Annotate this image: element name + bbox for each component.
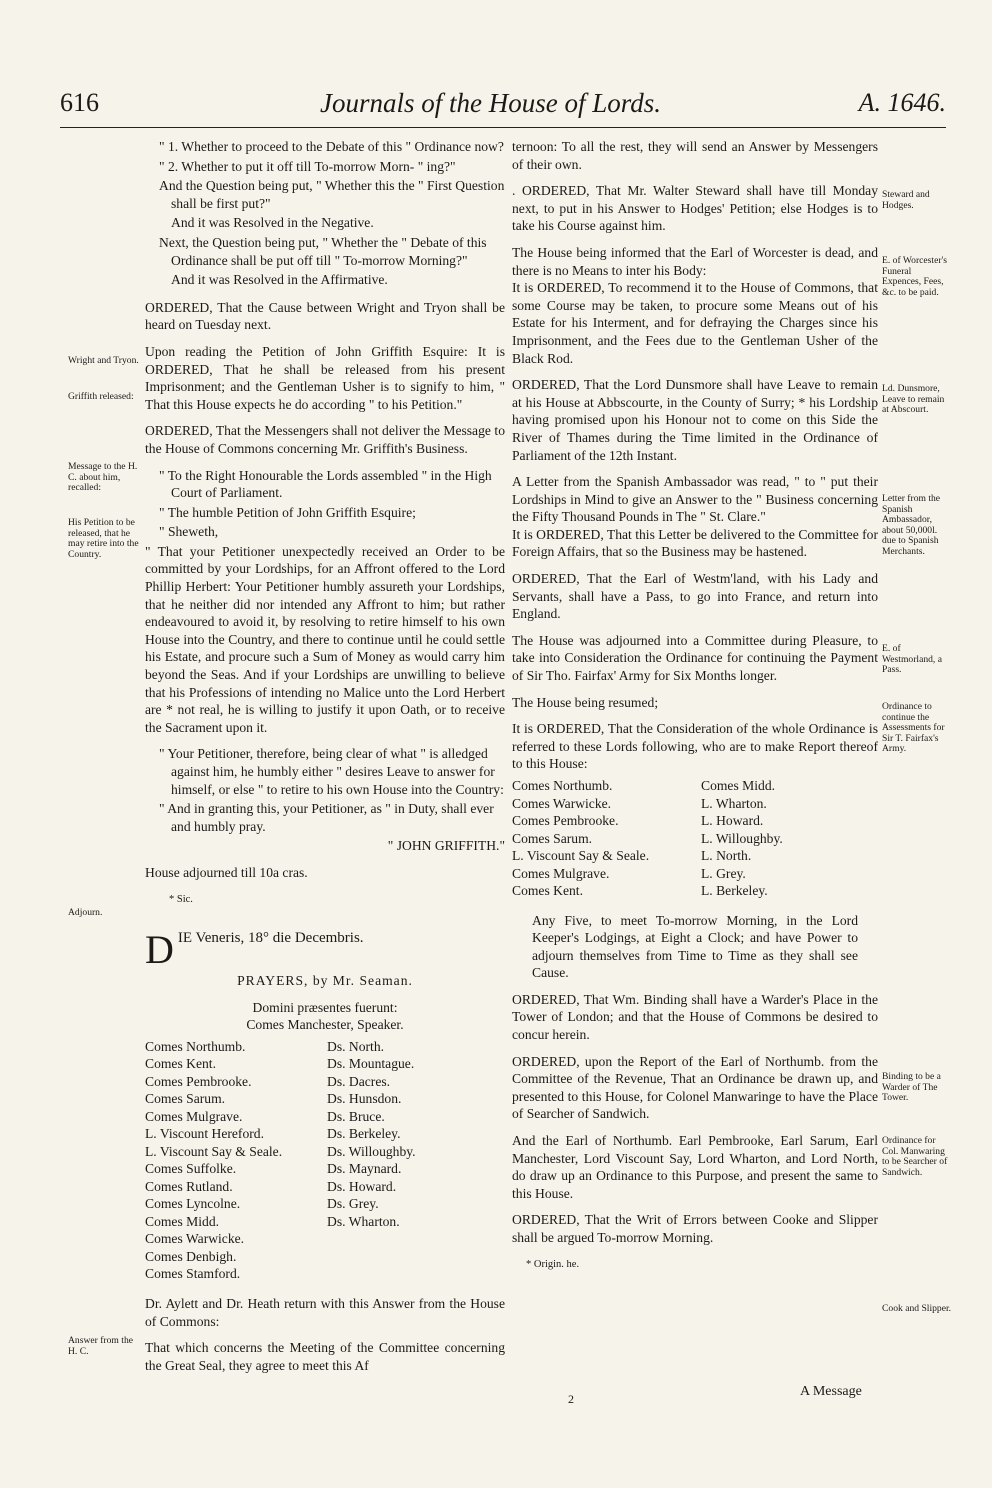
petition-signature: " JOHN GRIFFITH." — [387, 838, 505, 854]
spanish-letter: A Letter from the Spanish Ambassador was read, " to " put their Lordships in Mind to give an Answer to the " Business concerning the Fifty Thousand Pounds in The " St. Clare." — [512, 474, 878, 525]
lord-name: Ds. Willoughby. — [327, 1143, 416, 1159]
petition-address: " To the Right Honourable the Lords assembled " in the High Court of Parliament. — [159, 467, 492, 501]
resolved-affirmative: And it was Resolved in the Affirmative. — [171, 272, 388, 288]
lord-name: Comes Pembrooke. — [145, 1073, 252, 1089]
header-rule — [60, 127, 946, 128]
adjourned: House adjourned till 10a cras. — [145, 864, 308, 880]
committee-member: Comes Warwicke. — [512, 795, 612, 811]
lord-name: Ds. Mountague. — [327, 1056, 415, 1072]
answer-aylett: Dr. Aylett and Dr. Heath return with this Answer from the House of Commons: — [145, 1295, 505, 1329]
lord-name: L. Viscount Hereford. — [145, 1126, 264, 1142]
committee-member: Comes Midd. — [701, 778, 776, 793]
lord-name: Ds. Hunsdon. — [327, 1091, 402, 1107]
answer-continued: ternoon: To all the rest, they will send an Answer by Messengers of their own. — [512, 139, 878, 172]
margin-note: Griffith released: — [68, 391, 134, 402]
lord-name: Comes Stamford. — [145, 1266, 241, 1282]
worcester-dead: The House being informed that the Earl of Worcester is dead, and there is no Means to inter his Body: — [512, 244, 878, 278]
lords-right-list — [327, 1038, 502, 1283]
margin-note: Answer from the H. C. — [68, 1335, 134, 1357]
margin-note: Binding to be a Warder of The Tower. — [882, 1071, 941, 1103]
committee-lords — [512, 777, 878, 900]
margin-note: E. of Worcester's Funeral Expences, Fees, &c. to be paid. — [882, 255, 947, 298]
committee-member: L. Berkeley. — [701, 883, 768, 898]
lord-name: Ds. Berkeley. — [327, 1126, 401, 1142]
order-griffith-released: Upon reading the Petition of John Griffith Esquire: It is ORDERED, That he shall be released from his present Imprisonment; and the Gentleman Usher is to signify to him, " That this House expects he do according " to his Petition." — [145, 343, 505, 412]
question-2: " 2. Whether to put it off till To-morrow Morn- " ing?" — [159, 158, 456, 174]
lord-name: Comes Denbigh. — [145, 1248, 237, 1264]
day-heading-text: IE Veneris, 18° die Decembris. — [177, 930, 364, 947]
running-title: Journals of the House of Lords. — [320, 88, 662, 118]
margin-note: His Petition to be released, that he may retire into the Country. — [68, 517, 139, 560]
prayers: PRAYERS, by Mr. Seaman. — [237, 973, 413, 989]
margin-note: Steward and Hodges. — [882, 189, 930, 211]
left-column — [145, 138, 505, 1383]
petition-therefore: " Your Petitioner, therefore, being clear of what " is alledged against him, he humbly either " desires Leave to answer for himself, or else " to retire to his own House into the Country: — [159, 746, 504, 797]
lord-name: Ds. Maynard. — [327, 1161, 402, 1177]
note-sic: * Sic. — [169, 893, 193, 905]
lord-name: Comes Lyncolne. — [145, 1196, 241, 1212]
margin-note: Letter from the Spanish Ambassador, about 50,000l. due to Spanish Merchants. — [882, 493, 941, 557]
order-foreign-affairs: It is ORDERED, That this Letter be delivered to the Committee for Foreign Affairs, that so the Business may be hastened. — [512, 526, 878, 560]
lord-name: Comes Suffolke. — [145, 1161, 237, 1177]
committee-member: Comes Kent. — [512, 883, 583, 898]
lord-name: Ds. Grey. — [327, 1196, 379, 1212]
committee-left-list — [512, 777, 687, 900]
committee-member: Comes Pembrooke. — [512, 813, 619, 828]
earls-draw-up: And the Earl of Northumb. Earl Pembrooke, Earl Sarum, Earl Manchester, Lord Viscount Say, Lord Wharton, and Lord North, do draw up an Ordinance to this Purpose, and present the same to this House. — [512, 1133, 878, 1201]
committee-member: L. Howard. — [701, 813, 764, 828]
lord-name: Comes Mulgrave. — [145, 1108, 243, 1124]
lords-left-list — [145, 1038, 313, 1283]
any-five: Any Five, to meet To-morrow Morning, in the Lord Keeper's Lodgings, at Eight a Clock; and have Power to adjourn themselves from Time to Time as they shall see Cause. — [532, 912, 858, 981]
order-revenue: ORDERED, upon the Report of the Earl of Northumb. from the Committee of the Revenue, That an Ordinance be drawn up, and presented to this House, for Colonel Manwaringe to have the Place of Searcher of Sandwich. — [512, 1053, 878, 1122]
lord-name: Comes Warwicke. — [145, 1231, 245, 1247]
lord-name: Comes Sarum. — [145, 1091, 226, 1107]
question-put: And the Question being put, " Whether this the " First Question shall be first put?" — [159, 178, 505, 211]
lord-name: Ds. Dacres. — [327, 1073, 391, 1089]
margin-note: Message to the H. C. about him, recalled: — [68, 461, 138, 493]
lords-present — [145, 1038, 505, 1283]
signature-mark: 2 — [568, 1392, 574, 1406]
order-steward: . ORDERED, That Mr. Walter Steward shall have till Monday next, to put in his Answer to Hodges' Petition; else Hodges is to take his Course against him. — [512, 183, 878, 234]
lord-name: Comes Northumb. — [145, 1038, 246, 1054]
great-seal-meeting: That which concerns the Meeting of the Committee concerning the Great Seal, they agree to meet this Af — [145, 1340, 505, 1373]
order-westmorland: ORDERED, That the Earl of Westm'land, with his Lady and Servants, shall have a Pass, to go into France, and return into England. — [512, 571, 878, 622]
domini: Domini præsentes fuerunt: — [252, 999, 398, 1015]
committee-member: Comes Northumb. — [512, 778, 613, 793]
right-column — [512, 138, 878, 1282]
lord-name: Comes Rutland. — [145, 1178, 233, 1194]
committee-fairfax: The House was adjourned into a Committee during Pleasure, to take into Consideration the Ordinance for continuing the Payment of Sir Tho. Fairfax' Army for Six Months longer. — [512, 632, 878, 684]
resolved-negative: And it was Resolved in the Negative. — [171, 215, 374, 231]
order-dunsmore: ORDERED, That the Lord Dunsmore shall have Leave to remain at his House at Abbscourte, in the County of Surry; * his Lordship having promised upon his Honour not to come on this Side the River of Thames during the Time limited in the Ordinance of Parliament of the 12th Instant. — [512, 377, 878, 463]
committee-right-list — [701, 777, 876, 900]
drop-cap: D — [145, 927, 174, 973]
question-1: " 1. Whether to proceed to the Debate of this " Ordinance now? — [159, 139, 504, 154]
margin-note: E. of Westmorland, a Pass. — [882, 643, 942, 675]
lord-name: L. Viscount Say & Seale. — [145, 1143, 283, 1159]
catchword: A Message — [800, 1384, 862, 1399]
petition-sheweth: " Sheweth, — [159, 524, 219, 540]
margin-note: Ordinance to continue the Assessments for Sir T. Fairfax's Army. — [882, 701, 945, 754]
committee-member: L. Viscount Say & Seale. — [512, 848, 650, 863]
question-next: Next, the Question being put, " Whether the " Debate of this Ordinance shall be put off till " To-morrow Morning?" — [159, 234, 487, 268]
order-message: ORDERED, That the Messengers shall not deliver the Message to the House of Commons concerning Mr. Griffith's Business. — [145, 423, 505, 456]
margin-note: Ordinance for Col. Manwaring to be Searcher of Sandwich. — [882, 1135, 948, 1178]
order-binding: ORDERED, That Wm. Binding shall have a Warder's Place in the Tower of London; and that the House of Commons be desired to concur herein. — [512, 991, 878, 1043]
page-number: 616 — [60, 88, 99, 117]
order-referred: It is ORDERED, That the Consideration of the whole Ordinance is referred to these Lords following, who are to make Report thereof to this House: — [512, 721, 878, 772]
lord-name: Ds. Howard. — [327, 1178, 397, 1194]
committee-member: L. Grey. — [701, 865, 746, 881]
order-worcester: It is ORDERED, To recommend it to the House of Commons, that some Course may be taken, to procure some Means out of his Estate for his Interment, and for defraying the Charges since his Imprisonment, and the Fees due to the Gentleman Usher of the Black Rod. — [512, 280, 878, 366]
committee-member: L. North. — [701, 848, 752, 863]
committee-member: L. Willoughby. — [701, 830, 783, 846]
petition-body: " That your Petitioner unexpectedly received an Order to be committed by your Lordships, for an Affront offered to the Lord Phillip Herbert: Your Petitioner humbly assureth your Lordships, that he neither did nor intended any Affront to him; but rather endeavoured to avoid it, by resolving to retire himself to his own House into the Country, and there to continue until he could settle his Estate, and procure such a Sum of Money as would carry him beyond the Seas. And if your Lordships are unwilling to believe that his Professions of intending no Malice unto the Lord Herbert are * not real, he is willing to justify it upon Oath, or to receive the Sacrament upon it. — [145, 543, 505, 735]
committee-member: L. Wharton. — [701, 795, 767, 811]
lord-name: Ds. Bruce. — [327, 1108, 385, 1124]
speaker: Comes Manchester, Speaker. — [246, 1017, 404, 1033]
petition-granting: " And in granting this, your Petitioner, as " in Duty, shall ever and humbly pray. — [159, 801, 494, 834]
house-resumed: The House being resumed; — [512, 694, 659, 710]
margin-note: Wright and Tryon. — [68, 355, 139, 366]
committee-member: Comes Mulgrave. — [512, 865, 610, 881]
page-header — [60, 88, 946, 128]
day-heading — [145, 927, 505, 973]
year: A. 1646. — [858, 88, 946, 117]
committee-member: Comes Sarum. — [512, 830, 593, 846]
note-origin: * Origin. he. — [526, 1258, 580, 1270]
margin-note: Cook and Slipper. — [882, 1303, 952, 1314]
lord-name: Comes Midd. — [145, 1213, 220, 1229]
petition-humble: " The humble Petition of John Griffith Esquire; — [159, 504, 416, 520]
lord-name: Ds. Wharton. — [327, 1213, 400, 1229]
order-cooke-slipper: ORDERED, That the Writ of Errors between Cooke and Slipper shall be argued To-morrow Morning. — [512, 1212, 878, 1245]
order-wright-tryon: ORDERED, That the Cause between Wright and Tryon shall be heard on Tuesday next. — [145, 299, 505, 333]
lord-name: Comes Kent. — [145, 1056, 216, 1072]
margin-note: Ld. Dunsmore, Leave to remain at Abscourt. — [882, 383, 945, 415]
lord-name: Ds. North. — [327, 1038, 385, 1054]
margin-note: Adjourn. — [68, 907, 103, 918]
